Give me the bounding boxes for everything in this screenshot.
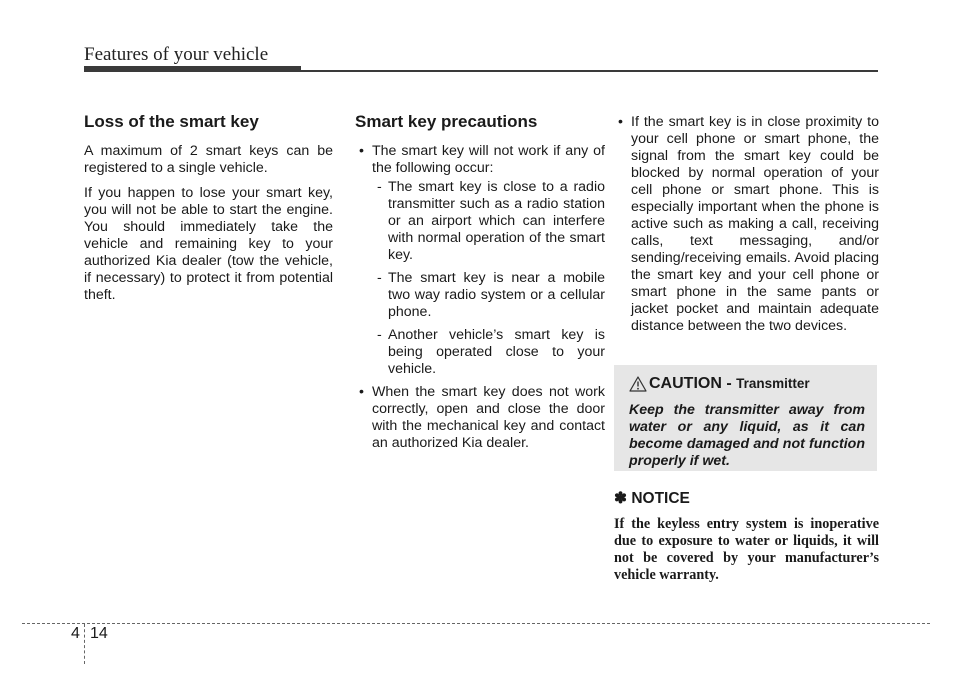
warning-triangle-icon <box>629 376 647 392</box>
page-number: 14 <box>90 625 108 642</box>
header-rule-thick <box>84 66 301 72</box>
notice-star-icon: ✽ <box>614 490 627 507</box>
sub-list <box>372 179 605 378</box>
bullet-item: • If the smart key is in close proximity to your cell phone or smart phone, the signal from the smart key could be blocked by normal operation of your cell phone or smart phone. This is especially important when the phone is active such as making a call, receiving calls, text messaging, and/or sending/receiving emails. Avoid placing the smart key and your cell phone or smart phone in the same pants or jacket pocket and maintain adequate distance between the two devices. <box>614 114 879 335</box>
notice-block <box>614 489 879 584</box>
column-phone-interference <box>614 114 879 338</box>
page-number-divider <box>84 624 85 664</box>
section-heading-loss-of-smart-key: Loss of the smart key <box>84 112 259 131</box>
notice-label: NOTICE <box>631 490 690 507</box>
sub-item: - The smart key is close to a radio transmitter such as a radio station or an airport which can interfere with normal operation of the smart key. <box>372 179 605 264</box>
section-number: 4 <box>71 625 80 642</box>
caution-subject: Transmitter <box>736 376 810 391</box>
caution-heading <box>629 375 865 393</box>
sub-item: - The smart key is near a mobile two way radio system or a cellular phone. <box>372 270 605 321</box>
bullet-item <box>355 143 605 378</box>
bullet-text: The smart key will not work if any of the following occur: <box>372 143 605 176</box>
caution-label: CAUTION - <box>649 375 737 392</box>
page-header-title: Features of your vehicle <box>84 44 269 65</box>
caution-text: Keep the transmitter away from water or any liquid, as it can become damaged and not function properly if wet. <box>629 402 865 469</box>
column-smart-key-precautions <box>355 112 605 455</box>
caution-box <box>614 365 877 471</box>
bullet-list <box>355 143 605 452</box>
paragraph: If you happen to lose your smart key, you will not be able to start the engine. You should immediately take the vehicle and remaining key to your authorized Kia dealer (tow the vehicle, if necessary) to protect it from potential theft. <box>84 185 333 303</box>
footer-divider <box>22 623 930 624</box>
sub-item: - Another vehicle’s smart key is being operated close to your vehicle. <box>372 327 605 378</box>
bullet-item: • When the smart key does not work correctly, open and close the door with the mechanical key and contact an authorized Kia dealer. <box>355 384 605 452</box>
section-heading-smart-key-precautions: Smart key precautions <box>355 112 538 131</box>
header-rule-thin <box>301 70 878 72</box>
bullet-list <box>614 114 879 335</box>
notice-text: If the keyless entry system is inoperative due to exposure to water or liquids, it will not be covered by your manufacturer’s vehicle warranty. <box>614 516 879 583</box>
paragraph: A maximum of 2 smart keys can be registered to a single vehicle. <box>84 143 333 176</box>
column-loss-of-smart-key <box>84 112 333 312</box>
notice-heading <box>614 489 879 509</box>
